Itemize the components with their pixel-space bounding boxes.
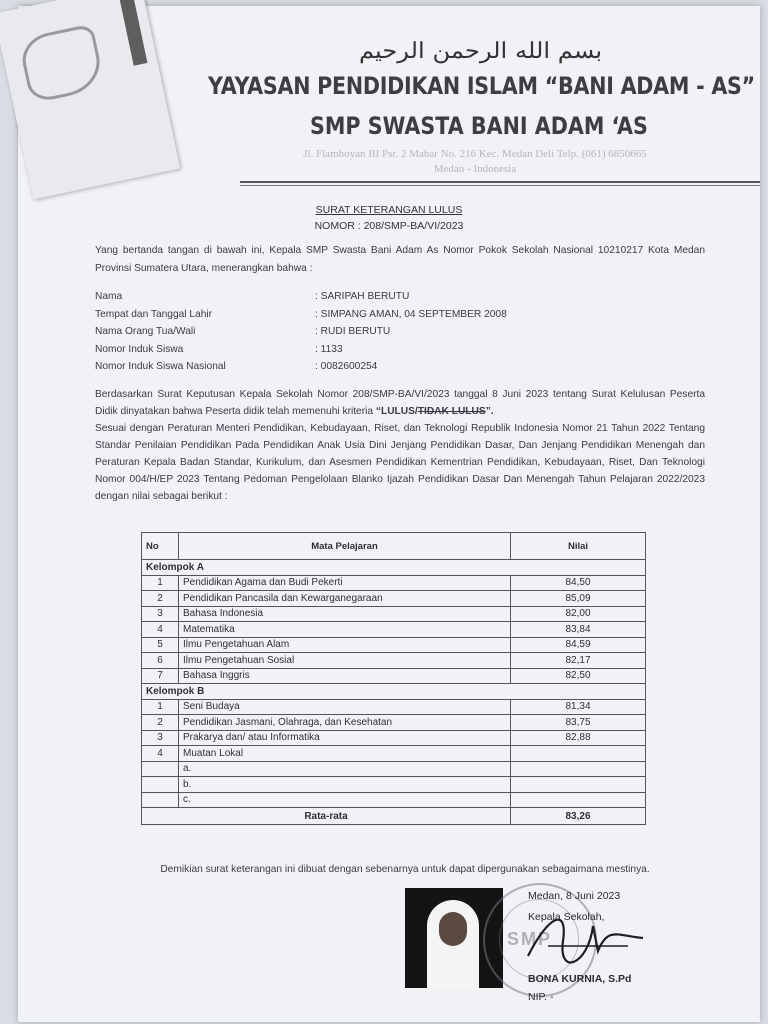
row-number-empty: [142, 777, 179, 793]
row-number: 2: [142, 591, 179, 607]
row-number: 4: [142, 622, 179, 638]
table-row: [142, 653, 646, 669]
table-row: [142, 606, 646, 622]
field-value: : RUDI BERUTU: [315, 326, 391, 338]
header-no: No: [142, 533, 179, 560]
row-score: 82,50: [511, 668, 646, 684]
student-field-row: [95, 288, 655, 306]
school-name: SMP SWASTA BANI ADAM ‘AS: [310, 112, 648, 140]
row-number: 2: [142, 715, 179, 731]
status-end: ”.: [485, 406, 494, 417]
row-score: 83,84: [511, 622, 646, 638]
status-failed-struck: TIDAK LULUS: [417, 406, 486, 417]
row-subject: Bahasa Indonesia: [179, 606, 511, 622]
paper-edge-mark: [117, 0, 147, 66]
row-number: 1: [142, 699, 179, 715]
row-score: 82,88: [511, 730, 646, 746]
closing-statement: Demikian surat keterangan ini dibuat dengan sebenarnya untuk dapat dipergunakan sebagaimana mestinya.: [160, 864, 650, 875]
row-score: 81,34: [511, 699, 646, 715]
decision-text: Berdasarkan Surat Keputusan Kepala Sekolah Nomor 208/SMP-BA/VI/2023 tanggal 8 Juni 2023 tentang Surat Kelulusan Peserta Didik dinyatakan bahwa Peserta didik telah memenuhi kriteria: [95, 389, 705, 417]
row-subject: Pendidikan Jasmani, Olahraga, dan Kesehatan: [179, 715, 511, 731]
signature-date: Medan, 8 Juni 2023: [528, 890, 621, 902]
row-number-empty: [142, 761, 179, 777]
field-value: : SARIPAH BERUTU: [315, 291, 410, 303]
photo-face: [439, 912, 467, 946]
table-row: [142, 622, 646, 638]
field-label: Nama: [95, 291, 123, 303]
row-score: 82,17: [511, 653, 646, 669]
group-label: Kelompok A: [142, 560, 646, 576]
signature-name: BONA KURNIA, S.Pd: [528, 973, 632, 985]
header-subject: Mata Pelajaran: [179, 533, 511, 560]
row-subject: Pendidikan Pancasila dan Kewarganegaraan: [179, 591, 511, 607]
address-line-1: Jl. Flamboyan III Psr. 2 Mabar No. 216 Kec. Medan Deli Telp. (061) 6850665: [303, 148, 647, 160]
stamp-text: SMP: [507, 929, 553, 949]
row-number: 7: [142, 668, 179, 684]
table-row: [142, 730, 646, 746]
signature-nip: NIP. -: [528, 991, 554, 1003]
field-label: Nomor Induk Siswa Nasional: [95, 361, 226, 373]
status-passed: “LULUS/: [375, 406, 418, 417]
row-number: 3: [142, 606, 179, 622]
row-subject: Ilmu Pengetahuan Alam: [179, 637, 511, 653]
row-number-empty: [142, 792, 179, 808]
row-number: 5: [142, 637, 179, 653]
signature-role: Kepala Sekolah,: [528, 911, 605, 923]
row-score: 84,59: [511, 637, 646, 653]
document-title: SURAT KETERANGAN LULUS: [315, 204, 463, 216]
table-row: [142, 746, 646, 762]
group-row: [142, 560, 646, 576]
table-row: [142, 715, 646, 731]
table-row: [142, 668, 646, 684]
field-value: : SIMPANG AMAN, 04 SEPTEMBER 2008: [315, 308, 507, 320]
doodle-mark: [18, 23, 106, 103]
row-subject: Pendidikan Agama dan Budi Pekerti: [179, 575, 511, 591]
student-field-row: [95, 306, 655, 324]
decision-paragraph: [95, 386, 705, 505]
overlapping-paper: [0, 0, 180, 200]
row-subitem: a.: [179, 761, 511, 777]
regulation-text: Sesuai dengan Peraturan Menteri Pendidikan, Kebudayaan, Riset, dan Teknologi Republik Indonesia Nomor 21 Tahun 2022 Tentang Standar Penilaian Pendidikan Pada Pendidikan Anak Usia Dini Jenjang Pendidikan Dasar, Dan Jenjang Pendidikan Menengah dan Peraturan Kepala Badan Standar, Kurikulum, dan Asesmen Pendidikan Kementrian Pendidikan, Kebudayaan, Riset, Dan Teknologi Nomor 004/H/EP 2023 Tentang Pedoman Pengelolaan Blanko Ijazah Pendidikan Dasar Dan Menengah Tahun Pelajaran 2022/2023 dengan nilai sebagai berikut :: [95, 423, 705, 502]
average-row: [142, 808, 646, 825]
row-score: 83,75: [511, 715, 646, 731]
row-score: 82,00: [511, 606, 646, 622]
row-score: 85,09: [511, 591, 646, 607]
row-score-empty: [511, 792, 646, 808]
field-value: : 0082600254: [315, 361, 378, 373]
row-score-empty: [511, 761, 646, 777]
student-field-row: [95, 323, 655, 341]
basmala-calligraphy: بسم الله الرحمن الرحيم: [358, 39, 603, 64]
row-subject: Ilmu Pengetahuan Sosial: [179, 653, 511, 669]
intro-paragraph: Yang bertanda tangan di bawah ini, Kepala SMP Swasta Bani Adam As Nomor Pokok Sekolah Nasional 10210217 Kota Medan Provinsi Sumatera Utara, menerangkan bahwa :: [95, 245, 705, 274]
row-subject: Matematika: [179, 622, 511, 638]
document-number: NOMOR : 208/SMP-BA/VI/2023: [314, 220, 464, 232]
table-row: [142, 591, 646, 607]
document-title-block: [18, 204, 760, 232]
row-number: 1: [142, 575, 179, 591]
row-subject: Muatan Lokal: [179, 746, 511, 762]
table-row: [142, 637, 646, 653]
header-score: Nilai: [511, 533, 646, 560]
group-row: [142, 684, 646, 700]
average-label: Rata-rata: [142, 808, 511, 825]
field-label: Nama Orang Tua/Wali: [95, 326, 196, 338]
grades-table: [141, 532, 646, 825]
foundation-name: YAYASAN PENDIDIKAN ISLAM “BANI ADAM - AS”: [208, 72, 755, 100]
address-line-2: Medan - Indonesia: [433, 163, 517, 175]
row-subitem: b.: [179, 777, 511, 793]
field-label: Tempat dan Tanggal Lahir: [95, 308, 213, 320]
row-number: 6: [142, 653, 179, 669]
field-label: Nomor Induk Siswa: [95, 343, 184, 355]
header-rule-thin: [240, 185, 760, 186]
table-row: [142, 761, 646, 777]
header-rule-thick: [240, 181, 760, 183]
group-label: Kelompok B: [142, 684, 646, 700]
row-subject: Bahasa Inggris: [179, 668, 511, 684]
field-value: : 1133: [315, 343, 343, 355]
row-score: [511, 746, 646, 762]
row-subject: Seni Budaya: [179, 699, 511, 715]
table-row: [142, 792, 646, 808]
row-subitem: c.: [179, 792, 511, 808]
table-header-row: [142, 533, 646, 560]
average-value: 83,26: [511, 808, 646, 825]
student-field-row: [95, 358, 655, 376]
student-field-row: [95, 341, 655, 359]
row-subject: Prakarya dan/ atau Informatika: [179, 730, 511, 746]
table-row: [142, 777, 646, 793]
principal-signature: [518, 896, 648, 976]
row-number: 3: [142, 730, 179, 746]
row-score: 84,50: [511, 575, 646, 591]
row-number: 4: [142, 746, 179, 762]
document-page: [18, 6, 760, 1022]
table-row: [142, 575, 646, 591]
student-fields: [95, 288, 655, 376]
row-score-empty: [511, 777, 646, 793]
table-row: [142, 699, 646, 715]
